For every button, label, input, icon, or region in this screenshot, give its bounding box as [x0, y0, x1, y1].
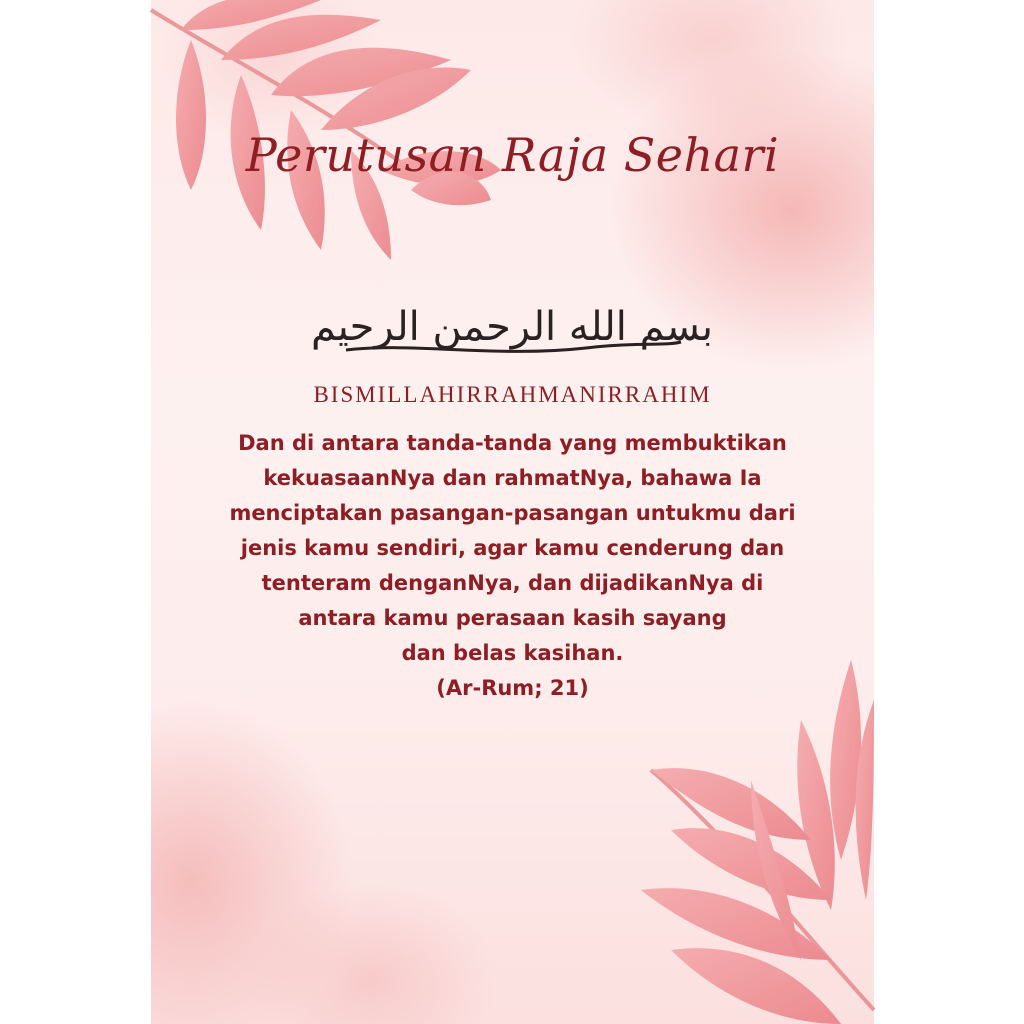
invitation-card [151, 0, 874, 1024]
calligraphy-text: بسم الله الرحمن الرحيم [310, 304, 714, 350]
verse-line: dan belas kasihan. [401, 641, 624, 665]
bottom-right-leaf-branch [641, 660, 874, 1024]
arabic-calligraphy-bismillah [310, 282, 714, 362]
verse-line: kekuasaanNya dan rahmatNya, bahawa Ia [263, 466, 762, 490]
verse-line: Dan di antara tanda-tanda yang membuktikan [238, 431, 787, 455]
bismillah-latin: BISMILLAHIRRAHMANIRRAHIM [313, 382, 712, 407]
card-title: Perutusan Raja Sehari [245, 128, 780, 182]
quran-verse [191, 426, 834, 706]
verse-line: tenteram denganNya, dan dijadikanNya di [261, 571, 764, 595]
verse-line: menciptakan pasangan-pasangan untukmu dari [229, 501, 796, 525]
verse-line: jenis kamu sendiri, agar kamu cenderung dan [240, 536, 785, 560]
verse-citation: (Ar-Rum; 21) [436, 676, 589, 700]
verse-line: antara kamu perasaan kasih sayang [298, 606, 727, 630]
